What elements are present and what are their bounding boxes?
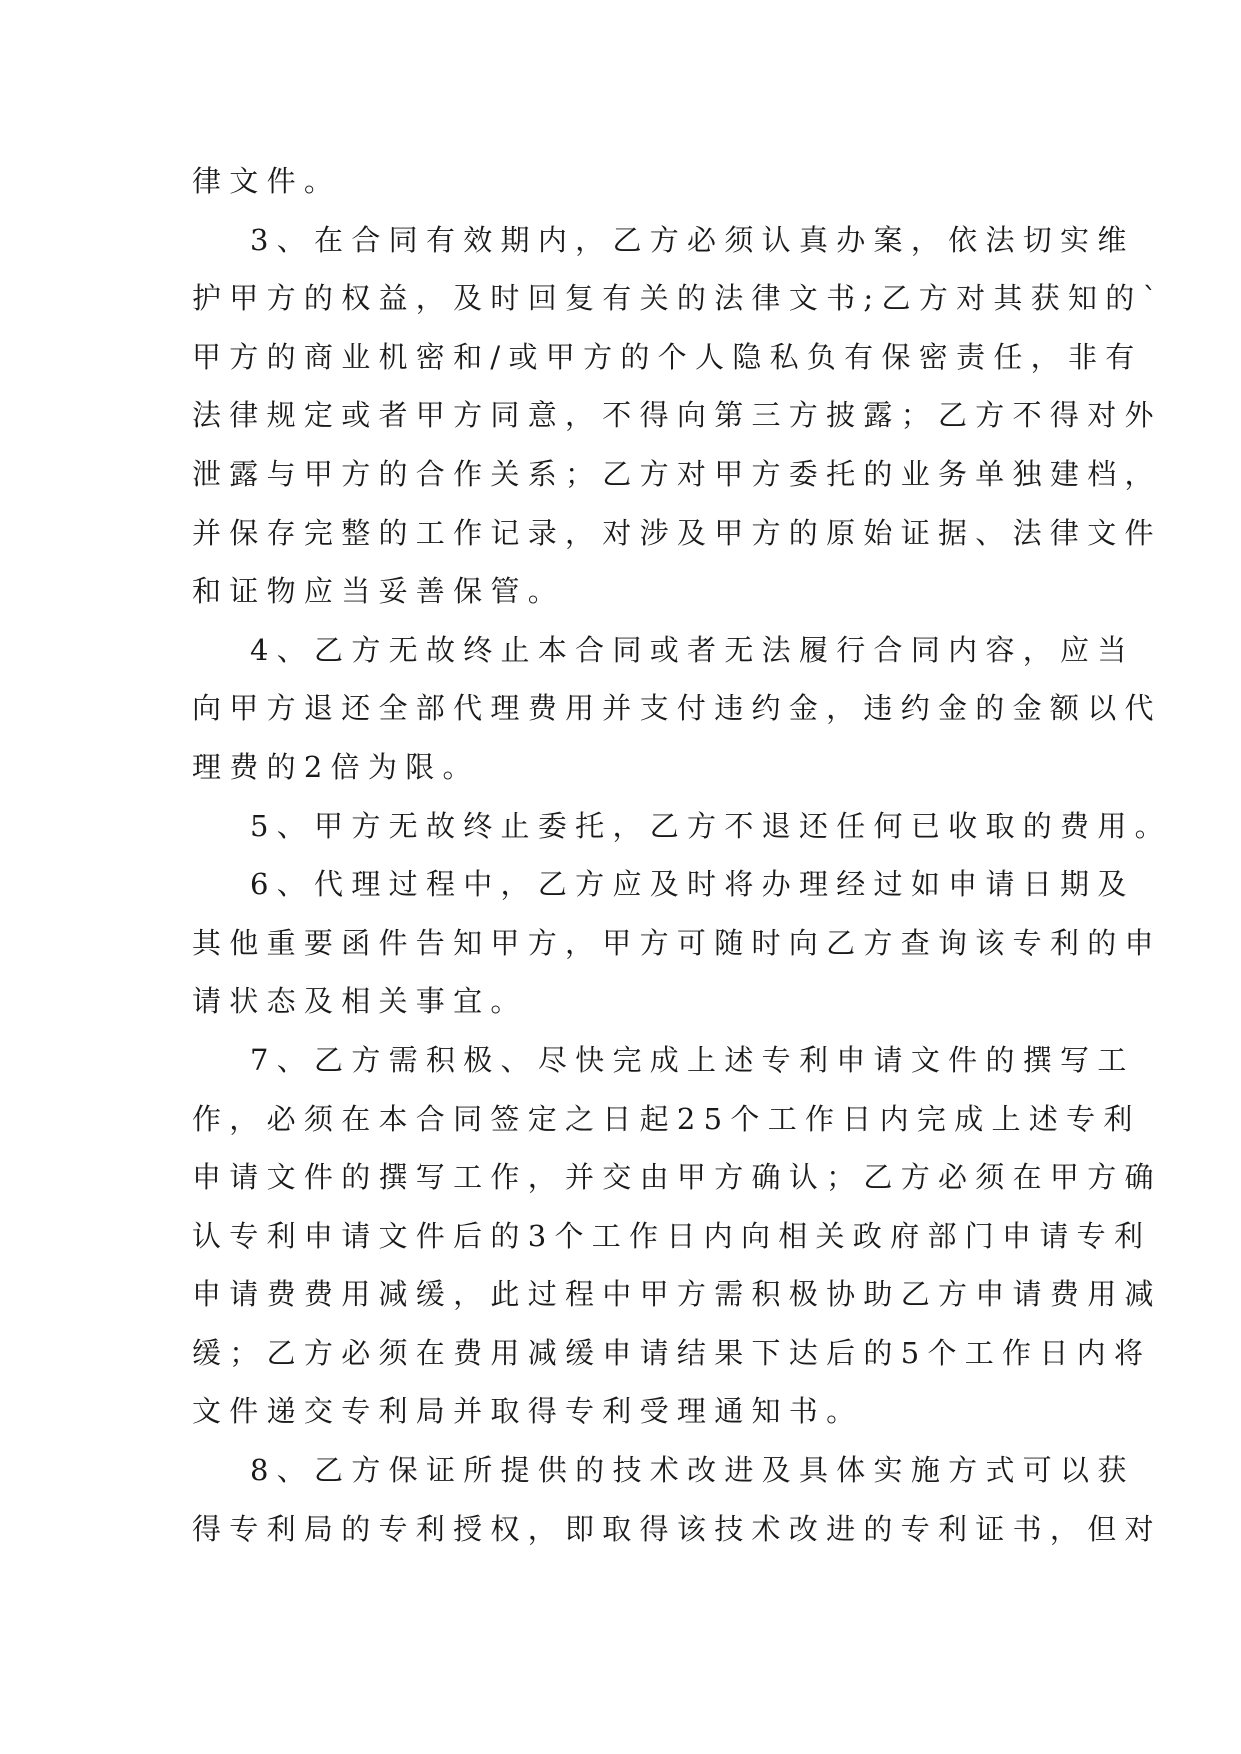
text-line: 作，必须在本合同签定之日起25个工作日内完成上述专利 bbox=[192, 1101, 1141, 1136]
contract-body-text bbox=[192, 152, 1172, 1558]
text-line: 护甲方的权益，及时回复有关的法律文书;乙方对其获知的` bbox=[192, 281, 1166, 316]
text-line: 认专利申请文件后的3个工作日内向相关政府部门申请专利 bbox=[192, 1218, 1152, 1253]
text-line: 缓；乙方必须在费用减缓申请结果下达后的5个工作日内将 bbox=[192, 1335, 1152, 1370]
clause-8-start: 8、乙方保证所提供的技术改进及具体实施方式可以获 bbox=[250, 1453, 1135, 1488]
text-line: 请状态及相关事宜。 bbox=[192, 984, 528, 1019]
text-line: 其他重要函件告知甲方，甲方可随时向乙方查询该专利的申 bbox=[192, 925, 1162, 960]
clause-5-start: 5、甲方无故终止委托，乙方不退还任何已收取的费用。 bbox=[250, 808, 1172, 843]
clause-7-start: 7、乙方需积极、尽快完成上述专利申请文件的撰写工 bbox=[250, 1042, 1135, 1077]
text-line: 理费的2倍为限。 bbox=[192, 749, 480, 784]
text-line: 申请费费用减缓，此过程中甲方需积极协助乙方申请费用减 bbox=[192, 1277, 1162, 1312]
text-line: 并保存完整的工作记录，对涉及甲方的原始证据、法律文件 bbox=[192, 515, 1162, 550]
text-line: 文件递交专利局并取得专利受理通知书。 bbox=[192, 1394, 864, 1429]
clause-3-start: 3、在合同有效期内，乙方必须认真办案，依法切实维 bbox=[250, 222, 1135, 257]
clause-4-start: 4、乙方无故终止本合同或者无法履行合同内容，应当 bbox=[250, 632, 1135, 667]
clause-6-start: 6、代理过程中，乙方应及时将办理经过如申请日期及 bbox=[250, 867, 1135, 902]
text-line: 律文件。 bbox=[192, 164, 342, 198]
text-line: 向甲方退还全部代理费用并支付违约金，违约金的金额以代 bbox=[192, 691, 1162, 726]
text-line: 甲方的商业机密和/或甲方的个人隐私负有保密责任，非有 bbox=[192, 339, 1143, 374]
text-line: 申请文件的撰写工作，并交由甲方确认；乙方必须在甲方确 bbox=[192, 1160, 1162, 1195]
text-line: 得专利局的专利授权，即取得该技术改进的专利证书，但对 bbox=[192, 1511, 1162, 1546]
text-line: 泄露与甲方的合作关系；乙方对甲方委托的业务单独建档， bbox=[192, 456, 1162, 491]
text-line: 法律规定或者甲方同意，不得向第三方披露；乙方不得对外 bbox=[192, 398, 1162, 433]
text-line: 和证物应当妥善保管。 bbox=[192, 574, 566, 609]
